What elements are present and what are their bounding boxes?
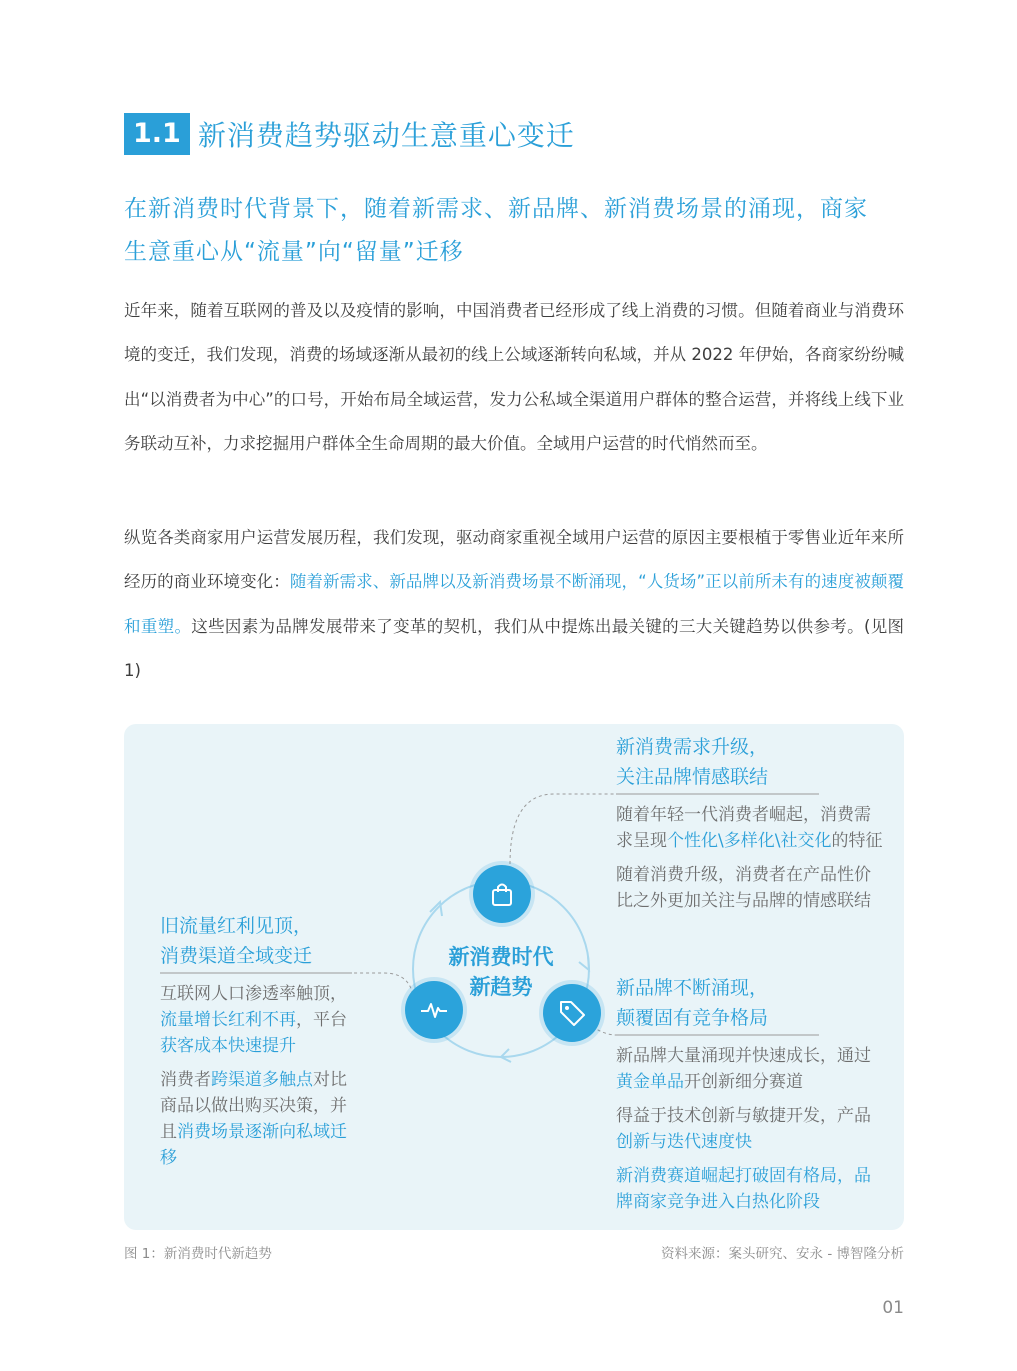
trend-brand-desc-1-highlight: 黄金单品	[616, 1072, 684, 1092]
trend-channel	[160, 911, 350, 1171]
center-label-line-1: 新消费时代	[448, 945, 554, 969]
center-label-line-2: 新趋势	[469, 975, 533, 999]
paragraph-2-highlight: 随着新需求、新品牌以及新消费场景不断涌现，“人货场”正以前所未有的速度被颠覆和重塑。	[124, 572, 904, 636]
trend-demand-desc-1-prefix: 随着年轻一代消费者崛起，消费需求呈现	[616, 805, 871, 851]
trend-brand-desc-1-suffix: 开创新细分赛道	[684, 1072, 803, 1092]
pulse-icon	[419, 998, 449, 1022]
connector-top	[510, 794, 616, 864]
subtitle-line-2: 生意重心从“流量”向“留量”迁移	[124, 239, 464, 265]
pulse-icon-badge	[405, 981, 463, 1039]
paragraph-2	[124, 516, 904, 693]
trend-brand	[616, 973, 886, 1215]
trend-brand-heading-1: 新品牌不断涌现，	[616, 977, 769, 999]
figure-1	[124, 724, 904, 1230]
trend-brand-desc-3: 新消费赛道崛起打破固有格局，品牌商家竞争进入白热化阶段	[616, 1166, 871, 1212]
trend-brand-desc-2-highlight: 创新与迭代速度快	[616, 1132, 752, 1152]
trend-channel-desc-1-highlight-1: 流量增长红利不再	[160, 1010, 296, 1030]
shopping-bag-icon	[488, 880, 516, 908]
trend-channel-desc-1-highlight-2: 获客成本快速提升	[160, 1036, 296, 1056]
trend-demand-heading-2: 关注品牌情感联结	[616, 766, 769, 788]
trend-brand-desc-1	[616, 1043, 886, 1095]
trend-demand-heading-1: 新消费需求升级，	[616, 736, 769, 758]
trend-demand-desc-1-highlight: 个性化\多样化\社交化	[667, 831, 832, 851]
trend-demand	[616, 732, 886, 914]
trend-channel-desc-1-middle: ，平台	[296, 1010, 347, 1030]
trend-channel-desc-1-prefix: 互联网人口渗透率触顶，	[160, 984, 347, 1004]
trend-brand-desc-1-prefix: 新品牌大量涌现并快速成长，通过	[616, 1046, 871, 1066]
page-number: 01	[882, 1298, 904, 1318]
figure-source: 资料来源：案头研究、安永 - 博智隆分析	[661, 1246, 904, 1262]
shopping-bag-icon-badge	[473, 865, 531, 923]
price-tag-icon-badge	[543, 984, 601, 1042]
trend-brand-heading-2: 颠覆固有竞争格局	[616, 1007, 769, 1029]
trend-channel-desc-1	[160, 981, 350, 1059]
cycle-arrow-3	[501, 1049, 511, 1062]
trend-demand-desc-1-suffix: 的特征	[831, 831, 883, 851]
paragraph-1: 近年来，随着互联网的普及以及疫情的影响，中国消费者已经形成了线上消费的习惯。但随着商业与消费环境的变迁，我们发现，消费的场域逐渐从最初的线上公域逐渐转向私域，并从 2022 年伊始，各商家纷纷喊出“以消费者为中心”的口号，开始布局全域运营，发力公私域全渠道用户群体的整合运营，并将线上线下业务联动互补，力求挖掘用户群体全生命周期的最大价值。全域用户运营的时代悄然而至。	[124, 301, 904, 453]
section-number: 1.1	[124, 113, 190, 155]
trend-channel-desc-2-prefix: 消费者	[160, 1070, 211, 1090]
trend-demand-desc-1	[616, 802, 886, 854]
section-title	[124, 113, 575, 155]
subtitle	[124, 188, 914, 274]
figure-caption: 图 1：新消费时代新趋势	[124, 1246, 272, 1262]
trend-channel-desc-2-highlight-2: 消费场景逐渐向私域迁移	[160, 1122, 347, 1168]
trend-channel-desc-2	[160, 1067, 350, 1171]
trend-brand-desc-2-prefix: 得益于技术创新与敏捷开发，产品	[616, 1106, 871, 1126]
trend-channel-heading-2: 消费渠道全域变迁	[160, 945, 313, 967]
subtitle-line-1: 在新消费时代背景下，随着新需求、新品牌、新消费场景的涌现，商家	[124, 196, 868, 222]
trend-channel-desc-2-middle: 对比商品以做出购买决策，并且	[160, 1070, 347, 1142]
paragraph-2-part-1: 纵览各类商家用户运营发展历程，我们发现，驱动商家重视全域用户运营的原因主要根植于零售业近年来所经历的商业环境变化：	[124, 528, 904, 592]
price-tag-icon	[557, 998, 587, 1028]
trend-channel-heading-1: 旧流量红利见顶，	[160, 915, 313, 937]
trend-demand-desc-2: 随着消费升级，消费者在产品性价比之外更加关注与品牌的情感联结	[616, 865, 871, 911]
paragraph-2-part-2: 这些因素为品牌发展带来了变革的契机，我们从中提炼出最关键的三大关键趋势以供参考。(见图 1)	[124, 616, 905, 680]
trend-brand-desc-2	[616, 1103, 886, 1155]
section-heading: 新消费趋势驱动生意重心变迁	[197, 119, 575, 152]
trend-channel-desc-2-highlight-1: 跨渠道多触点	[211, 1070, 313, 1090]
connector-left	[352, 973, 414, 1006]
